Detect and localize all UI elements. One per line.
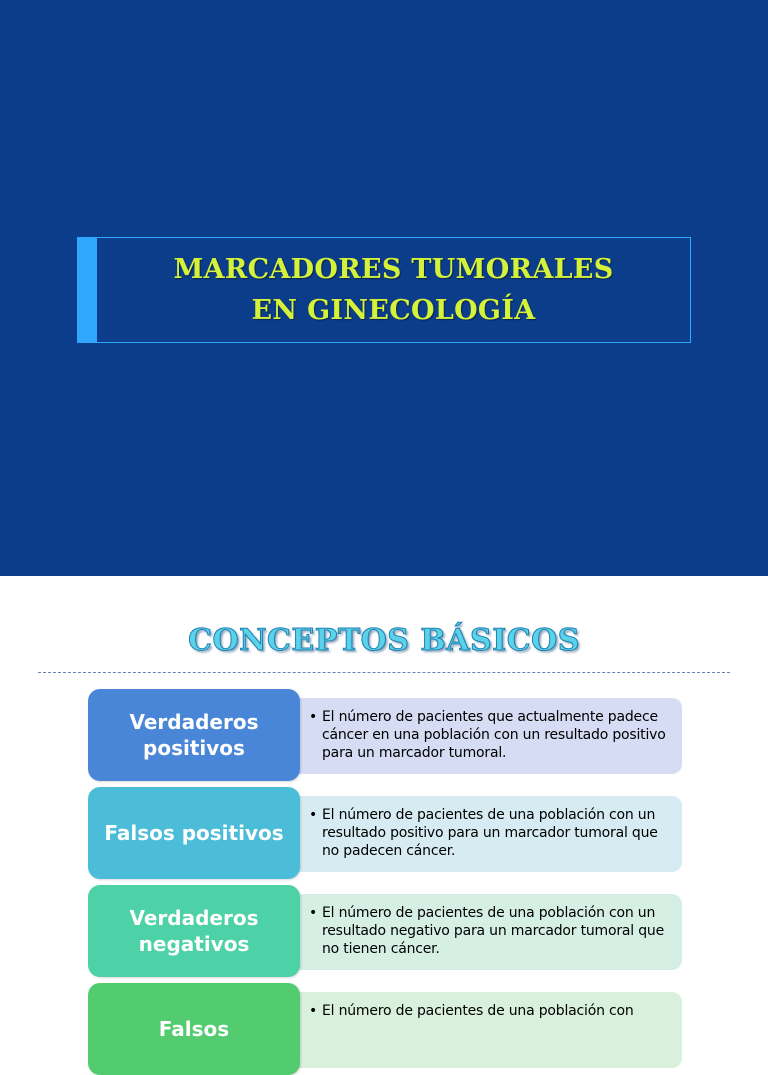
concepts-slide [0,576,768,1041]
concept-label: Verdaderos positivos [88,689,300,781]
title-accent-bar [78,238,97,342]
bullet-icon: • [309,905,318,921]
concept-row [88,787,682,879]
concept-label: Falsos positivos [88,787,300,879]
bullet-icon: • [309,807,318,823]
slide-title-line-1: MARCADORES TUMORALES [173,254,614,285]
slide-heading: CONCEPTOS BÁSICOS [188,623,580,658]
concept-description: El número de pacientes de una población con [322,1003,634,1019]
concept-description: El número de pacientes de una población con un resultado negativo para un marcador tumoral que no tienen cáncer. [322,905,664,957]
concept-label: Falsos [88,983,300,1075]
concept-description-box [288,796,682,872]
concept-description-box [288,698,682,774]
bullet-icon: • [309,1003,318,1019]
title-text [97,238,690,342]
concept-description: El número de pacientes que actualmente padece cáncer en una población con un resultado positivo para un marcador tumoral. [322,709,666,761]
heading-divider [38,672,730,673]
concept-row [88,689,682,781]
concept-description-box [288,992,682,1068]
concept-row [88,885,682,977]
slide-title-line-2: EN GINECOLOGÍA [251,295,536,326]
title-box [77,237,691,343]
concept-row [88,983,682,1075]
concept-description: El número de pacientes de una población con un resultado positivo para un marcador tumoral que no padecen cáncer. [322,807,658,859]
concept-description-box [288,894,682,970]
bullet-icon: • [309,709,318,725]
concept-label: Verdaderos negativos [88,885,300,977]
